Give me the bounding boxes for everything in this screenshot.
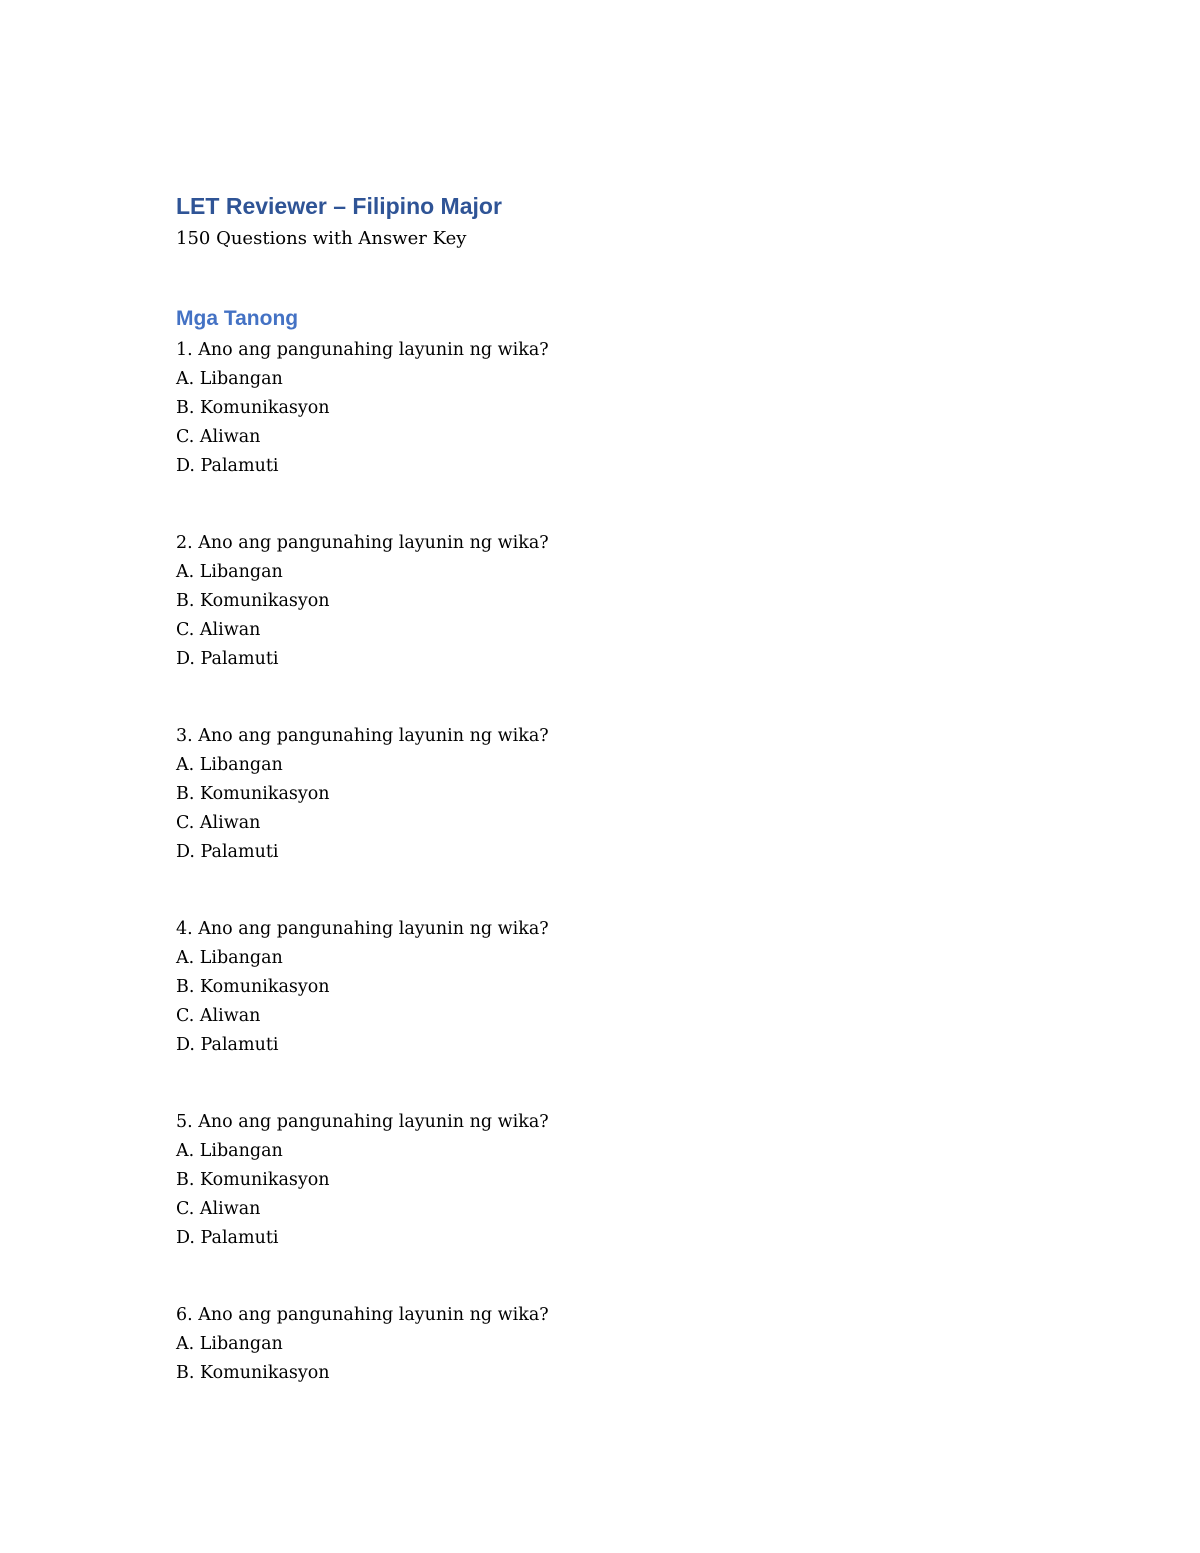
answer-choice: B. Komunikasyon [176,398,330,418]
document-title: LET Reviewer – Filipino Major [176,193,502,219]
answer-choice: C. Aliwan [176,1006,261,1026]
question-block [176,1301,1036,1388]
answer-choice: A. Libangan [176,562,283,582]
document-subtitle: 150 Questions with Answer Key [176,228,467,249]
question-block [176,722,1036,867]
answer-choice: B. Komunikasyon [176,1363,330,1383]
answer-choice: B. Komunikasyon [176,784,330,804]
answer-choice: C. Aliwan [176,1199,261,1219]
question-block [176,915,1036,1060]
section-heading: Mga Tanong [176,307,299,330]
answer-choice: B. Komunikasyon [176,977,330,997]
answer-choice: A. Libangan [176,755,283,775]
answer-choice: D. Palamuti [176,1035,279,1055]
answer-choice: C. Aliwan [176,427,261,447]
answer-choice: D. Palamuti [176,1228,279,1248]
answer-choice: D. Palamuti [176,649,279,669]
answer-choice: C. Aliwan [176,813,261,833]
answer-choice: B. Komunikasyon [176,1170,330,1190]
answer-choice: D. Palamuti [176,842,279,862]
answer-choice: C. Aliwan [176,620,261,640]
question-text: 1. Ano ang pangunahing layunin ng wika? [176,340,549,360]
answer-choice: B. Komunikasyon [176,591,330,611]
question-text: 2. Ano ang pangunahing layunin ng wika? [176,533,549,553]
question-text: 3. Ano ang pangunahing layunin ng wika? [176,726,549,746]
answer-choice: D. Palamuti [176,456,279,476]
answer-choice: A. Libangan [176,369,283,389]
question-text: 5. Ano ang pangunahing layunin ng wika? [176,1112,549,1132]
answer-choice: A. Libangan [176,1334,283,1354]
question-text: 6. Ano ang pangunahing layunin ng wika? [176,1305,549,1325]
question-block [176,336,1036,481]
answer-choice: A. Libangan [176,948,283,968]
question-block [176,529,1036,674]
answer-choice: A. Libangan [176,1141,283,1161]
document-content [176,188,1036,1388]
question-block [176,1108,1036,1253]
question-text: 4. Ano ang pangunahing layunin ng wika? [176,919,549,939]
question-list [176,336,1036,1388]
